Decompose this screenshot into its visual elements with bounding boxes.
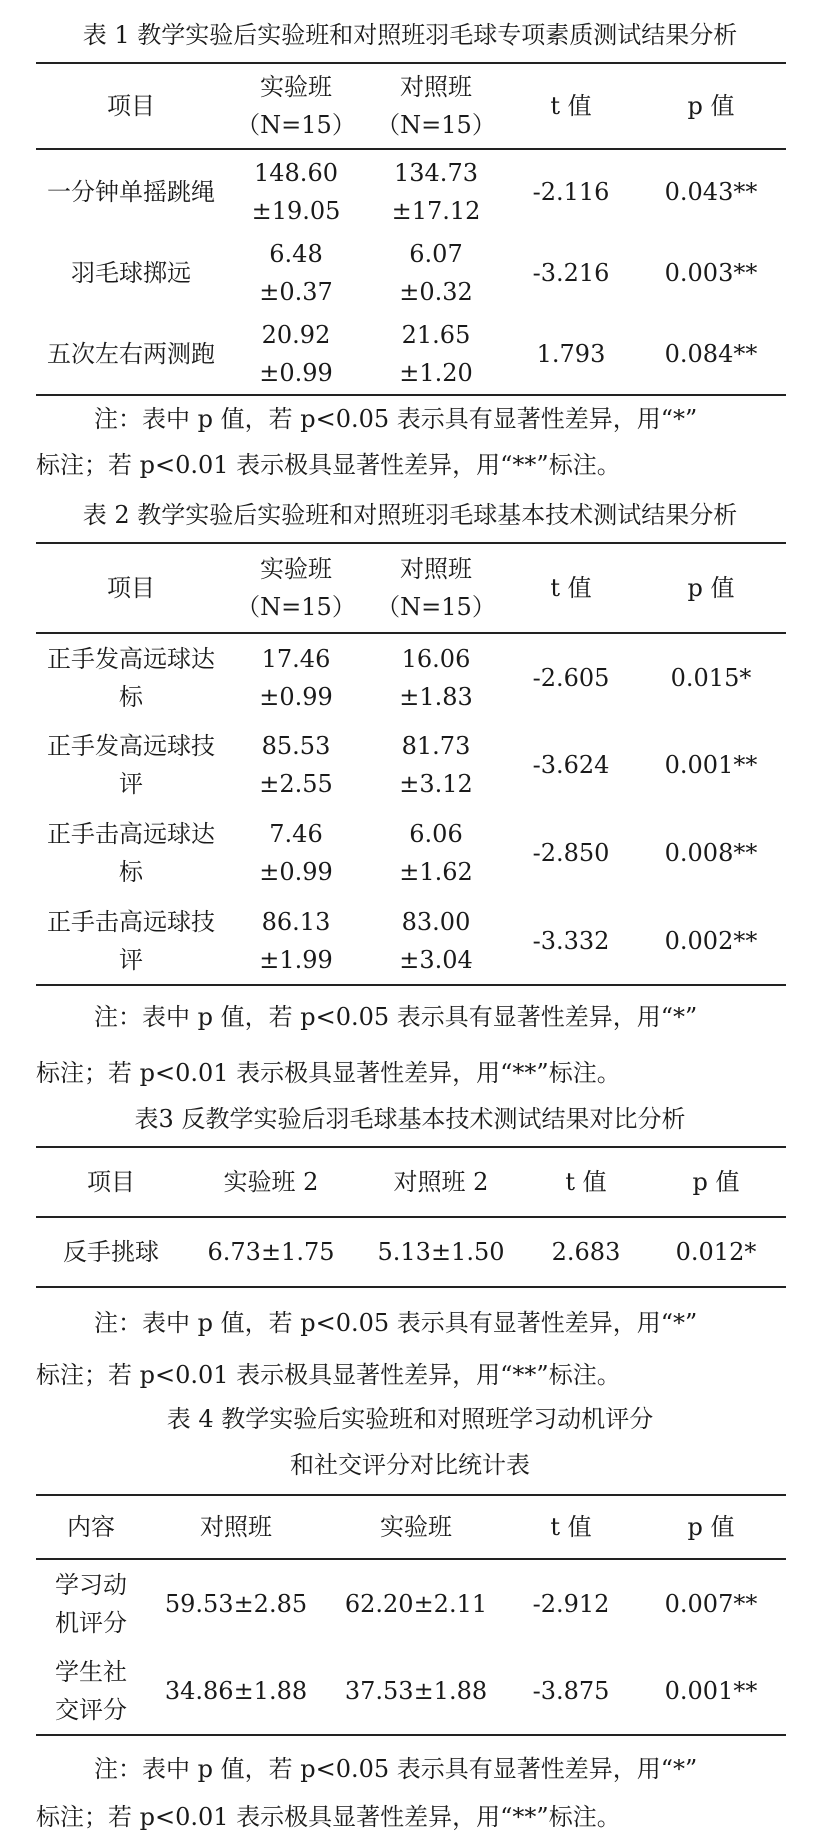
- table-cell: 134.73 ±17.12: [391, 158, 481, 225]
- table4: [36, 1494, 786, 1736]
- table2-header-control: 对照班 （N=15）: [376, 555, 496, 621]
- table-cell: 17.46 ±0.99: [259, 644, 333, 711]
- table2-header-experiment: 实验班 （N=15）: [236, 555, 356, 621]
- table4-caption-line2: 和社交评分对比统计表: [290, 1451, 530, 1479]
- table-row: [36, 897, 786, 985]
- table1-header-item: 项目: [107, 92, 155, 120]
- table-cell: 0.002**: [664, 926, 758, 955]
- table-row: [36, 1217, 786, 1287]
- table3-note-line2: 标注；若 p<0.01 表示极具显著性差异，用“**”标注。: [36, 1361, 621, 1389]
- table-cell: 2.683: [551, 1238, 621, 1266]
- table1-caption: 表 1 教学实验后实验班和对照班羽毛球专项素质测试结果分析: [82, 21, 738, 49]
- table1-header-row: [36, 63, 786, 149]
- table-cell: -3.216: [532, 259, 610, 287]
- table-cell: 0.007**: [664, 1589, 758, 1618]
- table2-header-t: t 值: [550, 574, 592, 602]
- table-cell: 59.53±2.85: [164, 1589, 308, 1618]
- table4-header-t: t 值: [550, 1513, 592, 1541]
- table-cell: 85.53 ±2.55: [259, 732, 333, 798]
- table-cell: 正手发高远球技 评: [47, 732, 215, 798]
- table-cell: 学生社 交评分: [55, 1657, 127, 1724]
- table-row: [36, 149, 786, 233]
- table-cell: 0.084**: [664, 339, 758, 368]
- table-cell: 7.46 ±0.99: [259, 820, 333, 886]
- table4-header-experiment: 实验班: [380, 1513, 452, 1541]
- table-cell: 反手挑球: [63, 1238, 159, 1266]
- table4-header-p: p 值: [687, 1513, 735, 1541]
- table-cell: 20.92 ±0.99: [259, 320, 333, 387]
- table-cell: -3.875: [532, 1676, 610, 1705]
- table1-header-t: t 值: [550, 92, 592, 120]
- table3-header-t: t 值: [565, 1168, 607, 1196]
- table-cell: 34.86±1.88: [164, 1676, 308, 1705]
- table3-caption: 表3 反教学实验后羽毛球基本技术测试结果对比分析: [134, 1105, 686, 1133]
- table-row: [36, 233, 786, 313]
- table-cell: 0.003**: [664, 259, 758, 287]
- table-cell: 0.043**: [664, 177, 758, 206]
- table-cell: 6.07 ±0.32: [399, 240, 473, 306]
- table3-header-p: p 值: [692, 1168, 740, 1196]
- table-cell: 正手发高远球达 标: [47, 644, 215, 711]
- table2-header-p: p 值: [687, 574, 735, 602]
- table4-note-line2: 标注；若 p<0.01 表示极具显著性差异，用“**”标注。: [36, 1803, 621, 1831]
- table-cell: -3.332: [532, 926, 610, 955]
- table-row: [36, 809, 786, 897]
- table4-header-row: [36, 1495, 786, 1559]
- table-cell: 16.06 ±1.83: [399, 644, 473, 711]
- table2-note-line2: 标注；若 p<0.01 表示极具显著性差异，用“**”标注。: [36, 1059, 621, 1087]
- table-cell: -2.116: [532, 177, 610, 206]
- table2-header-row: [36, 543, 786, 633]
- table3: [36, 1146, 786, 1288]
- table1-header-control: 对照班 （N=15）: [376, 73, 496, 139]
- table-cell: 81.73 ±3.12: [399, 732, 473, 798]
- table2-note-line1: 注：表中 p 值，若 p<0.05 表示具有显著性差异，用“*”: [94, 1003, 698, 1031]
- table1-header-p: p 值: [687, 92, 735, 120]
- table3-header-experiment: 实验班 2: [223, 1168, 319, 1196]
- table-cell: 6.48 ±0.37: [259, 240, 333, 306]
- table2: [36, 542, 786, 986]
- table-cell: 6.73±1.75: [207, 1238, 335, 1266]
- table1-note-line1: 注：表中 p 值，若 p<0.05 表示具有显著性差异，用“*”: [94, 405, 698, 433]
- table-cell: 83.00 ±3.04: [399, 907, 473, 974]
- table-cell: 正手击高远球技 评: [47, 907, 215, 974]
- table-cell: 21.65 ±1.20: [399, 320, 473, 387]
- table-row: [36, 633, 786, 721]
- table-cell: 五次左右两测跑: [47, 339, 215, 368]
- table-cell: 6.06 ±1.62: [399, 820, 473, 886]
- table-cell: 62.20±2.11: [344, 1589, 488, 1618]
- table-cell: 148.60 ±19.05: [251, 158, 341, 225]
- table3-header-row: [36, 1147, 786, 1217]
- table2-header-item: 项目: [107, 574, 155, 602]
- table-row: [36, 1647, 786, 1735]
- table3-note-line1: 注：表中 p 值，若 p<0.05 表示具有显著性差异，用“*”: [94, 1309, 698, 1337]
- table-cell: 37.53±1.88: [344, 1676, 488, 1705]
- table1-note-line2: 标注；若 p<0.01 表示极具显著性差异，用“**”标注。: [36, 451, 621, 479]
- table-cell: 羽毛球掷远: [71, 259, 191, 287]
- table-cell: 0.015*: [670, 663, 752, 692]
- table4-caption-line1: 表 4 教学实验后实验班和对照班学习动机评分: [166, 1405, 654, 1433]
- table-cell: 5.13±1.50: [377, 1238, 505, 1266]
- table-cell: -2.605: [532, 663, 610, 692]
- table-cell: 一分钟单摇跳绳: [47, 177, 215, 206]
- table-cell: 0.008**: [664, 839, 758, 867]
- table1: [36, 62, 786, 396]
- table-cell: 0.001**: [664, 1676, 758, 1705]
- table-cell: -2.912: [532, 1589, 610, 1618]
- table3-header-item: 项目: [87, 1168, 135, 1196]
- table3-header-control: 对照班 2: [393, 1168, 489, 1196]
- table-row: [36, 721, 786, 809]
- table-cell: 正手击高远球达 标: [47, 820, 215, 886]
- table-row: [36, 313, 786, 395]
- table2-caption: 表 2 教学实验后实验班和对照班羽毛球基本技术测试结果分析: [82, 501, 738, 529]
- table-cell: -2.850: [532, 839, 610, 867]
- table-cell: -3.624: [532, 751, 610, 779]
- table-cell: 86.13 ±1.99: [259, 907, 333, 974]
- table4-header-control: 对照班: [200, 1513, 272, 1541]
- table-cell: 学习动 机评分: [55, 1570, 127, 1637]
- table-row: [36, 1559, 786, 1647]
- table-cell: 1.793: [536, 339, 606, 368]
- table4-note-line1: 注：表中 p 值，若 p<0.05 表示具有显著性差异，用“*”: [94, 1755, 698, 1783]
- table-cell: 0.001**: [664, 751, 758, 779]
- table1-header-experiment: 实验班 （N=15）: [236, 73, 356, 139]
- table-cell: 0.012*: [675, 1238, 757, 1266]
- table4-header-item: 内容: [67, 1513, 115, 1541]
